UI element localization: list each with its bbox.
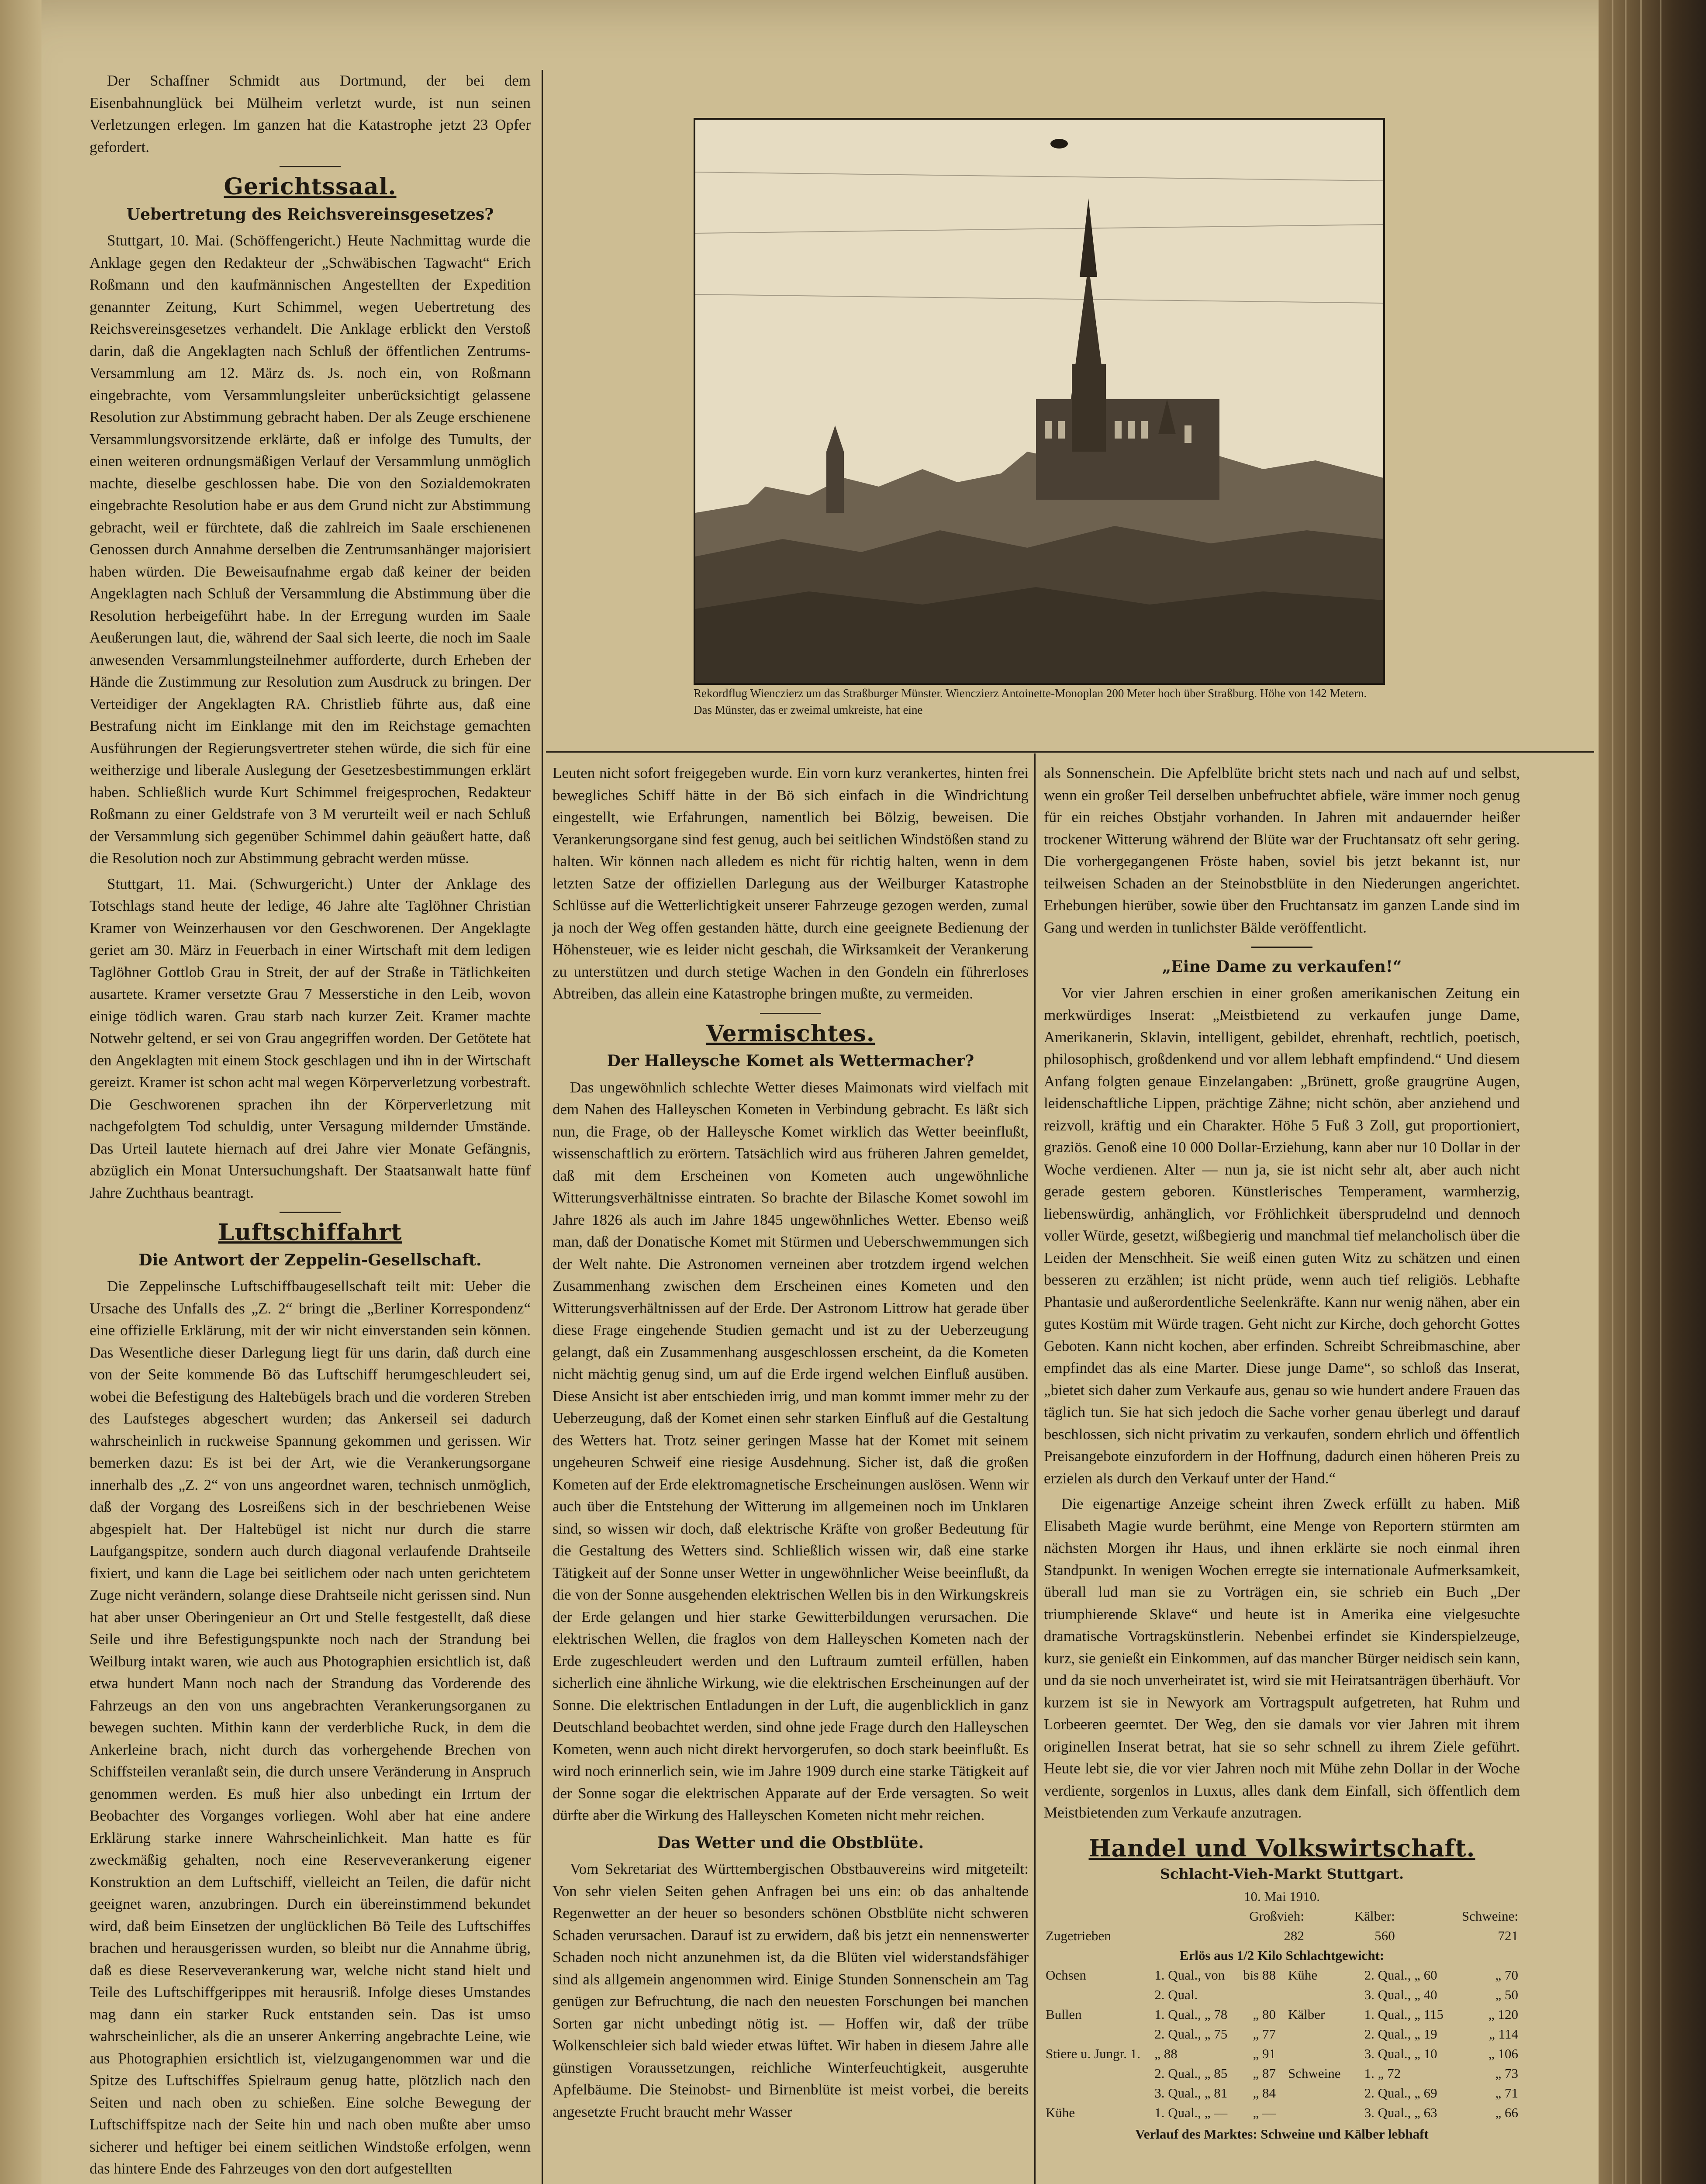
- photo-caption-left: Rekordflug Wienczierz um das Straßburger Münster. Wienczierz Antoinette-Monoplan 200 Meter hoch über Straßburg. Höhe von 142 Metern.: [694, 687, 1367, 700]
- page-edge-right: [1599, 0, 1706, 2184]
- table-row: [1286, 2103, 1520, 2122]
- table-cell: Stiere u. Jungr. 1.: [1046, 2046, 1140, 2061]
- zugetrieben-label: Zugetrieben: [1046, 1928, 1111, 1943]
- table-cell: 2. Qual., „ 19: [1364, 2026, 1437, 2042]
- gerichtssaal-subheading: Uebertretung des Reichsvereinsgesetzes?: [126, 205, 494, 224]
- sheet-edge: [1660, 0, 1661, 2184]
- table-row: [1286, 2004, 1520, 2024]
- table-cell: [1044, 1985, 1153, 2004]
- left-column: [90, 70, 531, 2184]
- handel-heading: Handel und Volkswirtschaft.: [1088, 1834, 1475, 1862]
- table-cell: „ 91: [1253, 2046, 1276, 2061]
- zugetrieben-grossvieh: 282: [1284, 1928, 1304, 1943]
- obst-continuation: als Sonnenschein. Die Apfelblüte bricht stets nach und nach auf und selbst, wenn ein großer Teil derselben unbefruchtet abfiele, wäre immer noch genug für ein reiches Obstjahr vorhanden. In Jahren mit andauernder heißer trockener Witterung während der Blüte war der Fruchtansatz oft sehr gering. Die vorhergegangenen Fröste haben, soviel bis jetzt bekannt ist, nur teilweisen Schaden an der Steinobstblüte in den Niederungen angerichtet. Erhebungen hierüber, sowie über den Fruchtansatz im ganzen Lande sind im Gang und werden in tunlichster Bälde veröffentlicht.: [1044, 764, 1520, 936]
- table-cell: „ 71: [1495, 2085, 1518, 2101]
- table-cell: „ 106: [1488, 2046, 1518, 2061]
- column-rule: [1034, 753, 1036, 2184]
- table-cell: [1286, 2024, 1363, 2044]
- table-cell: „ 84: [1253, 2085, 1276, 2101]
- table-row: [1044, 2063, 1278, 2083]
- table-cell: 3. Qual., „ 63: [1364, 2105, 1437, 2120]
- table-cell: 2. Qual.: [1154, 1987, 1198, 2002]
- obst-subheading: Das Wetter und die Obstblüte.: [657, 1833, 924, 1852]
- table-row: [1286, 1965, 1520, 1985]
- table-cell: Kühe: [1046, 2105, 1075, 2120]
- table-row: [1286, 2024, 1520, 2044]
- sheet-edge: [1640, 0, 1642, 2184]
- table-cell: Kälber: [1288, 2007, 1325, 2022]
- table-cell: 1. Qual., „ 115: [1364, 2007, 1444, 2022]
- column-rule: [542, 70, 543, 2184]
- table-cell: 1. Qual., von: [1154, 1967, 1225, 1983]
- label-schweine: Schweine:: [1461, 1908, 1518, 1924]
- table-row: [1286, 2083, 1520, 2103]
- table-cell: „ 50: [1495, 1987, 1518, 2002]
- ink-mark: [1050, 139, 1068, 149]
- sheet-edge: [1625, 0, 1627, 2184]
- table-cell: 3. Qual., „ 10: [1364, 2046, 1437, 2061]
- divider: [1251, 947, 1312, 948]
- table-row: [1044, 1926, 1520, 1946]
- table-row: [1044, 2024, 1278, 2044]
- table-row: [1044, 1985, 1278, 2004]
- luftschiffahrt-heading: Luftschiffahrt: [218, 1219, 402, 1246]
- table-cell: 3. Qual., „ 40: [1364, 1987, 1437, 2002]
- table-cell: [1044, 2024, 1153, 2044]
- strassburg-photo: [694, 118, 1385, 685]
- table-cell: [1286, 2083, 1363, 2103]
- table-cell: [1286, 1985, 1363, 2004]
- table-row: [1286, 2063, 1520, 2083]
- table-cell: „ 88: [1154, 2046, 1178, 2061]
- divider: [280, 1212, 341, 1213]
- right-column: [1044, 762, 1520, 2144]
- table-row: [1044, 1965, 1278, 1985]
- price-table-left: [1044, 1965, 1278, 2122]
- table-cell: „ 77: [1253, 2026, 1276, 2042]
- photo-caption: [694, 685, 1381, 718]
- table-row: [1044, 1906, 1520, 1926]
- table-cell: bis 88: [1243, 1967, 1276, 1983]
- cathedral-illustration: [695, 120, 1383, 683]
- middle-column: [553, 762, 1029, 2126]
- table-row: [1286, 1985, 1520, 2004]
- photo-caption-right: Das Münster, das er zweimal umkreiste, hat eine: [694, 703, 923, 716]
- table-cell: [1044, 2083, 1153, 2103]
- photo-rule: [546, 751, 1594, 753]
- table-row: [1044, 2044, 1278, 2063]
- dame-subheading: „Eine Dame zu verkaufen!“: [1162, 957, 1402, 976]
- price-table-right: [1286, 1965, 1520, 2122]
- obst-paragraph: Vom Sekretariat des Württembergischen Obstbauvereins wird mitgeteilt: Von sehr vielen Seiten gehen Anfragen bei uns ein: ob das anhaltende Regenwetter an der heuer so besonders schönen Obstblüte nicht schweren Schaden verursachen. Darauf ist zu erwidern, daß bis jetzt ein nennenswerter Schaden noch nicht anzunehmen ist, da die Blüten viel widerstandsfähiger sind als allgemein angenommen wird. Einige Stunden Sonnenschein am Tag genügen zur Befruchtung, die nach den neuesten Forschungen bei manchen Sorten gar nicht unbedingt nötig ist. — Hoffen wir, daß der trübe Wolkenschleier sich bald wieder etwas lüftet. Wir haben in diesem Jahre alle günstigen Voraussetzungen, reichliche Winterfeuchtigkeit, ausgeruhte Apfelbäume. Die Steinobst- und Birnenblüte ist meist vorbei, die bereits angesetzte Frucht braucht mehr Wasser: [553, 1860, 1029, 2120]
- table-cell: 1. Qual., „ 78: [1154, 2007, 1228, 2022]
- gerichtssaal-paragraph-2: Stuttgart, 11. Mai. (Schwurgericht.) Unter der Anklage des Totschlags stand heute der ledige, 46 Jahre alte Taglöhner Christian Kramer von Weinzerhausen vor den Geschworenen. Der Angeklagte geriet am 30. März in Feuerbach in einer Wirtschaft mit dem ledigen Taglöhner Gottlob Grau in Streit, der auf der Straße in Tätlichkeiten ausartete. Kramer versetzte Grau 7 Messerstiche in den Leib, wovon einige tödlich waren. Grau starb nach kurzer Zeit. Kramer machte Notwehr geltend, er sei von Grau angegriffen worden. Der Getötete hat den Angeklagten mit einem Stock geschlagen und ihn in der Wirtschaft gereizt. Kramer ist schon acht mal wegen Körperverletzung vorbestraft. Die Geschworenen sprachen ihn der Körperverletzung mit nachgefolgtem Tod schuldig, unter Versagung mildernder Umstände. Das Urteil lautete hiernach auf drei Jahre vier Monate Gefängnis, abzüglich ein Monat Untersuchungshaft. Der Staatsanwalt hatte fünf Jahre Zuchthaus beantragt.: [90, 875, 531, 1201]
- market-date: 10. Mai 1910.: [1244, 1889, 1320, 1904]
- table-cell: Schweine: [1288, 2066, 1341, 2081]
- table-row: [1286, 2044, 1520, 2063]
- zeppelin-continuation: Leuten nicht sofort freigegeben wurde. Ein vorn kurz verankertes, hinten frei bewegliches Schiff hätte in der Bö sich einfach in die Windrichtung eingestellt, wie Erfahrungen, namentlich bei Bölzig, beweisen. Die Verankerungsorgane sind fest genug, auch bei seitlichen Windstößen stand zu halten. Wir können nach alledem es nicht für richtig halten, wenn in dem letzten Satze der offiziellen Darlegung aus der Weilburger Katastrophe Schlüsse auf die Wetterlichtigkeit unserer Fahrzeuge gezogen werden, zumal ja noch der Weg offen gestanden hätte, durch eine geeignete Bedienung der Höhensteuer, wie es leider nicht geschah, die Wirksamkeit der Verankerung zu unterstützen und durch stetige Wachen in den Gondeln ein führerloses Abtreiben, das allein eine Katastrophe bringen mußte, zu vermeiden.: [553, 764, 1029, 1002]
- table-row: [1044, 2103, 1278, 2122]
- table-cell: „ 73: [1495, 2066, 1518, 2081]
- komet-paragraph: Das ungewöhnlich schlechte Wetter dieses Maimonats wird vielfach mit dem Nahen des Halleyschen Kometen in Verbindung gebracht. Es läßt sich nun, die Frage, ob der Halleysche Komet wirklich das Wetter beeinflußt, wissenschaftlich zu erörtern. Tatsächlich wird aus früheren Jahren gemeldet, daß mit dem Erscheinen von Kometen auch ungewöhnliche Witterungsverhältnisse eintraten. So brachte der Bilasche Komet sowohl im Jahre 1826 als auch im Jahre 1845 ungewöhnliches Wetter. Ebenso weiß man, daß der Donatische Komet mit Stürmen und Ueberschwemmungen sich der Welt nahte. Die Astronomen verneinen aber trotzdem irgend welchen Zusammenhang zwischen dem Erscheinen eines Kometen und den Witterungsverhältnissen auf der Erde. Der Astronom Littrow hat gerade über diese Frage eingehende Studien gemacht und ist zu der Ueberzeugung gelangt, daß ein Zusammenhang ausgeschlossen erscheint, da die Kometen nicht mächtig genug sind, um auf die Erde irgend welchen Einfluß ausüben. Diese Ansicht ist aber entschieden irrig, und man kommt immer mehr zu der Ueberzeugung, daß der Komet einen sehr starken Einfluß auf die Gestaltung des Wetters hat. Trotz seiner geringen Masse hat der Komet mit seinem ungeheuren Schweif eine riesige Ausdehnung. Sicher ist, daß die großen Kometen auf der Erde elektromagnetische Erscheinungen auslösen. Wenn wir auch über die Entstehung der Witterung im allgemeinen noch im Unklaren sind, so wissen wir doch, daß elektrische Kräfte von großer Bedeutung für die Gestaltung des Wetters sind. Schließlich wissen wir, daß eine starke Tätigkeit auf der Sonne unser Wetter in ungewöhnlicher Weise beeinflußt, da die von der Sonne ausgehenden elektrischen Wellen bis in den Wirkungskreis der Erde gelangen und hier starke Gewitterbildungen verursachen. Die elektrischen Wellen, die fraglos von dem Halleyschen Kometen nach der Erde zugeschleudert werden und den Luftraum zumteil erfüllen, haben sicherlich eine ähnliche Wirkung, wie die elektrischen Erscheinungen auf der Sonne. Die elektrischen Entladungen in der Luft, die augenblicklich in ganz Deutschland beobachtet werden, sind ohne jede Frage durch den Halleyschen Kometen, wenn auch nicht direkt hervorgerufen, so doch stark beeinflußt. Es wird noch erinnerlich sein, wie im Jahre 1909 durch eine starke Tätigkeit auf der Sonne sogar die elektrischen Apparate auf der Erde versagten. So weit dürfte aber die Wirkung des Halleyschen Kometen nicht mehr reichen.: [553, 1078, 1029, 1824]
- luftschiffahrt-paragraph: Die Zeppelinsche Luftschiffbaugesellschaft teilt mit: Ueber die Ursache des Unfalls des „Z. 2“ bringt die „Berliner Korrespondenz“ eine offizielle Erklärung, mit der wir nicht einverstanden sein können. Das Wesentliche dieser Darlegung liegt für uns darin, daß durch eine von der Seite kommende Bö das Luftschiff herumgeschleudert sei, wobei die Befestigung des Haltebügels brach und die vorderen Streben des Laufsteges abgeschert wurden; das Ankerseil sei dadurch wahrscheinlich in ruckweise Spannung gekommen und gerissen. Wir bemerken dazu: Es ist bei der Art, wie die Verankerungsorgane innerhalb des „Z. 2“ von uns angeordnet waren, technisch unmöglich, daß der Vorgang des Losreißens sich in der beschriebenen Weise abgespielt hat. Der Haltebügel ist nicht nur durch die starre Laufgangspitze, sondern auch durch diagonal verlaufende Drahtseile fixiert, und kann die Lage bei seitlichem oder nach unten gerichtetem Zuge nicht verändern, solange diese Drahtseile nicht gerissen sind. Nun hat aber unser Oberingenieur an Ort und Stelle festgestellt, daß diese Seile und ihre Befestigungspunkte noch nach der Strandung bei Weilburg intakt waren, wie auch aus Photographien ersichtlich ist, daß etwa hundert Mann noch nach der Strandung das Vorderende des Fahrzeugs an den von uns angebrachten Verankerungsorganen zu bewegen suchten. Mithin kann der verderbliche Ruck, in dem die Ankerleine brach, nicht durch das vorhergehende Brechen von Schiffsteilen veranlaßt sein, die durch unsere Veränderung in Anspruch genommen werden. Es muß hier also unbedingt ein Irrtum der Beobachter des Vorganges vorliegen. Wohl aber hat eine andere Erklärung starke innere Wahrscheinlichkeit. Man hatte es für zweckmäßig gehalten, noch eine Reserveverankerung eigener Konstruktion an dem Luftschiff, vielleicht an Teilen, die dafür nicht geeignet waren, anzubringen. Durch ein übereinstimmend bekundet wird, daß beim Einsetzen der unglücklichen Bö Teile des Luftschiffes brachen und herausgerissen wurden, so bleibt nur die Annahme übrig, daß es diese Reserveverankerung war, welche nicht stand hielt und Teile des Luftschiffgerippes mit herausriß. Infolge dieses Umstandes mag dann ein starker Ruck entstanden sein. Das ist umso wahrscheinlicher, als die an unserer Ankerring angebrachte Leine, wie aus Photographien ersichtlich ist, vielzugangenommen war und die Spitze des Luftschiffes Spielraum genug hatte, plötzlich nach den Seiten und nach oben zu schießen. Eine solche Bewegung der Luftschiffspitze nach der Seite hin und nach oben mußte aber umso sicherer und heftiger bei einem seitlichen Windstoße erfolgen, wenn das hintere Ende des Fahrzeuges von den dort aufgestellten: [90, 1278, 531, 2177]
- table-cell: „ 70: [1495, 1967, 1518, 1983]
- market-report: [1044, 1864, 1520, 2144]
- market-erloes: Erlös aus 1/2 Kilo Schlachtgewicht:: [1179, 1948, 1385, 1963]
- table-cell: [1044, 2063, 1153, 2083]
- table-cell: [1237, 1985, 1278, 2004]
- table-cell: Kühe: [1288, 1967, 1318, 1983]
- table-cell: [1286, 2044, 1363, 2063]
- table-row: [1044, 2083, 1278, 2103]
- dame-paragraph-2: Die eigenartige Anzeige scheint ihren Zweck erfüllt zu haben. Miß Elisabeth Magie wurde berühmt, eine Menge von Reportern stürmten am nächsten Morgen ihr Haus, und ihnen erklärte sie noch einmal ihren Standpunkt. In wenigen Wochen erregte sie internationale Aufmerksamkeit, überall lud man sie zu Vorträgen ein, sie schrieb ein Buch „Der triumphierende Sklave“ und heute ist in Amerika eine vielgesuchte dramatische Vortragskünstlerin. Nebenbei erfindet sie Kinderspielzeuge, kurz, sie genießt ein Einkommen, auf das mancher Bürger neidisch sein kann, und da sie noch unverheiratet ist, wird sie mit Heiratsanträgen überhäuft. Vor kurzem ist sie in Newyork am Vortragspult aufgetreten, hat Ruhm und Lorbeeren geerntet. Der Weg, den sie damals vor vier Jahren mit ihrem originellen Inserat betrat, hat sie so sehr schnell zu ihrem Ziele geführt. Heute lebt sie, die vor vier Jahren noch mit Mühe zehn Dollar in der Woche verdiente, sorgenlos in Luxus, alles dank dem Einfall, sich öffentlich dem Meistbietenden zum Verkaufe anzutragen.: [1044, 1495, 1520, 1821]
- market-livestock-table: [1044, 1906, 1520, 1946]
- table-cell: 1. „ 72: [1364, 2066, 1401, 2081]
- table-row: [1044, 2004, 1278, 2024]
- table-cell: [1044, 1906, 1186, 1926]
- label-kaelber: Kälber:: [1354, 1908, 1395, 1924]
- table-cell: [1286, 2103, 1363, 2122]
- table-cell: 3. Qual., „ 81: [1154, 2085, 1228, 2101]
- table-cell: „ 120: [1488, 2007, 1518, 2022]
- table-cell: „ —: [1253, 2105, 1276, 2120]
- market-footer: Verlauf des Marktes: Schweine und Kälber lebhaft: [1135, 2126, 1429, 2142]
- table-cell: „ 87: [1253, 2066, 1276, 2081]
- table-cell: „ 114: [1489, 2026, 1518, 2042]
- table-cell: Bullen: [1046, 2007, 1082, 2022]
- table-cell: Ochsen: [1046, 1967, 1086, 1983]
- table-cell: 1. Qual., „ —: [1154, 2105, 1228, 2120]
- intro-paragraph: Der Schaffner Schmidt aus Dortmund, der bei dem Eisenbahnunglück bei Mülheim verletzt wurde, ist nun seinen Verletzungen erlegen. Im ganzen hat die Katastrophe jetzt 23 Opfer gefordert.: [90, 72, 531, 156]
- sheet-edge: [1612, 0, 1613, 2184]
- label-grossvieh: Großvieh:: [1249, 1908, 1304, 1924]
- zugetrieben-kaelber: 560: [1374, 1928, 1395, 1943]
- market-price-tables: [1044, 1965, 1520, 2122]
- vermischtes-heading: Vermischtes.: [706, 1020, 875, 1047]
- table-cell: 2. Qual., „ 85: [1154, 2066, 1228, 2081]
- table-cell: „ 80: [1253, 2007, 1276, 2022]
- dame-paragraph-1: Vor vier Jahren erschien in einer großen amerikanischen Zeitung ein merkwürdiges Inserat: „Meistbietend zu verkaufen junge Dame, Amerikanerin, Sklavin, intelligent, gebildet, ehrenhaft, rechtlich, poetisch, philosophisch, großdenkend und vor allem lebhaft empfindend.“ Und diesem Anfang folgten genaue Einzelangaben: „Brünett, große graugrüne Augen, leidenschaftliche Lippen, prächtige Zähne; nicht schön, aber anziehend und reizvoll, kräftig und ein Charakter. Höhe 5 Fuß 3 Zoll, gut proportioniert, graziös. Genoß eine 10 000 Dollar-Erziehung, kann aber nur 10 Dollar in der Woche verdienen. Alter — nun ja, sie ist nicht sehr alt, aber auch nicht gerade gestern geboren. Künstlerisches Temperament, warmherzig, liebenswürdig, anhänglich, vor Fröhlichkeit übersprudelnd und dennoch voller Würde, gesetzt, wißbegierig und manchmal tief melancholisch über die Leiden der Menschheit. Sie weiß einen guten Witz zu schätzen und einen besseren zu erzählen; ist nicht prüde, wenn auch tief religiös. Lebhafte Phantasie und außerordentliche Seelenkräfte. Kann nur wenig nähen, aber ein gutes Kostüm mit Würde tragen. Geht nicht zur Kirche, doch gehorcht Gottes Geboten. Kann nicht kochen, aber erfinden. Schreibt Schreibmaschine, aber empfindet das als eine Marter. Diese junge Dame“, so schloß das Inserat, „bietet sich daher zum Verkaufe aus, genau so wie hundert andere Frauen das täglich tun. Sie hat sich jedoch die Sache vorher genau überlegt und darauf beschlossen, sich nicht privatim zu verkaufen, sondern ehrlich und öffentlich Preisangebote einzufordern in der Hoffnung, dadurch einen höheren Preis zu erzielen als durch den Verkauf unter der Hand.“: [1044, 984, 1520, 1487]
- divider: [760, 1013, 821, 1014]
- gerichtssaal-heading: Gerichtssaal.: [224, 173, 397, 200]
- table-cell: 2. Qual., „ 75: [1154, 2026, 1228, 2042]
- luftschiffahrt-subheading: Die Antwort der Zeppelin-Gesellschaft.: [138, 1251, 482, 1269]
- zugetrieben-schweine: 721: [1498, 1928, 1518, 1943]
- komet-subheading: Der Halleysche Komet als Wettermacher?: [607, 1052, 974, 1070]
- table-cell: 2. Qual., „ 69: [1364, 2085, 1437, 2101]
- table-cell: 2. Qual., „ 60: [1364, 1967, 1437, 1983]
- market-title: Schlacht-Vieh-Markt Stuttgart.: [1160, 1866, 1404, 1882]
- divider: [280, 166, 341, 167]
- table-cell: „ 66: [1495, 2105, 1518, 2120]
- gerichtssaal-paragraph-1: Stuttgart, 10. Mai. (Schöffengericht.) Heute Nachmittag wurde die Anklage gegen den Redakteur der „Schwäbischen Tagwacht“ Erich Roßmann und den kaufmännischen Angestellten der Expedition genannter Zeitung, Kurt Schimmel, wegen Uebertretung des Reichsvereinsgesetzes verhandelt. Die Anklage erblickt den Verstoß darin, daß die Angeklagten nach Schluß der öffentlichen Zentrums-Versammlung am 12. März ds. Js. noch ein, von Roßmann eingebrachte, vom Versammlungsleiter unberücksichtigt gelassene Resolution zur Abstimmung gebracht haben. Der als Zeuge erschienene Versammlungsvorsitzende erklärte, daß er infolge des Tumults, der einen weiteren ordnungsmäßigen Verlauf der Versammlung unmöglich machte, dieselbe geschlossen habe. Die von den Sozialdemokraten eingebrachte Resolution habe er aus dem Grund nicht zur Abstimmung gebracht, weil er fürchtete, daß die zahlreich im Saale erschienenen Genossen durch Annahme derselben die Zentrumsanhänger majorisiert haben würden. Die Beweisaufnahme ergab daß keiner der beiden Angeklagten nach Schluß der Versammlung die Abstimmung über die Resolution herbeigeführt habe. In der Erregung wurden im Saale Aeußerungen laut, die, während der Saal sich leerte, die noch im Saale anwesenden Versammlungsteilnehmer aufforderte, durch Erheben der Hände die Zustimmung zur Resolution zum Ausdruck zu bringen. Der Verteidiger der Angeklagten RA. Christlieb führte aus, daß eine Bestrafung nicht im Einklange mit den im Reichstage gemachten Ausführungen der Regierungsvertreter stehen würde, die sich für eine weitherzige und liberale Auslegung der Gesetzesbestimmungen erklärt haben. Schließlich wurde Kurt Schimmel freigesprochen, Redakteur Roßmann zu einer Geldstrafe von 3 M verurteilt weil er nach Schluß der Versammlung sich gegenüber Schimmel dahin geäußert hatte, daß die Resolution noch zur Abstimmung gebracht werden müsse.: [90, 232, 531, 867]
- page-binding-left: [0, 0, 41, 2184]
